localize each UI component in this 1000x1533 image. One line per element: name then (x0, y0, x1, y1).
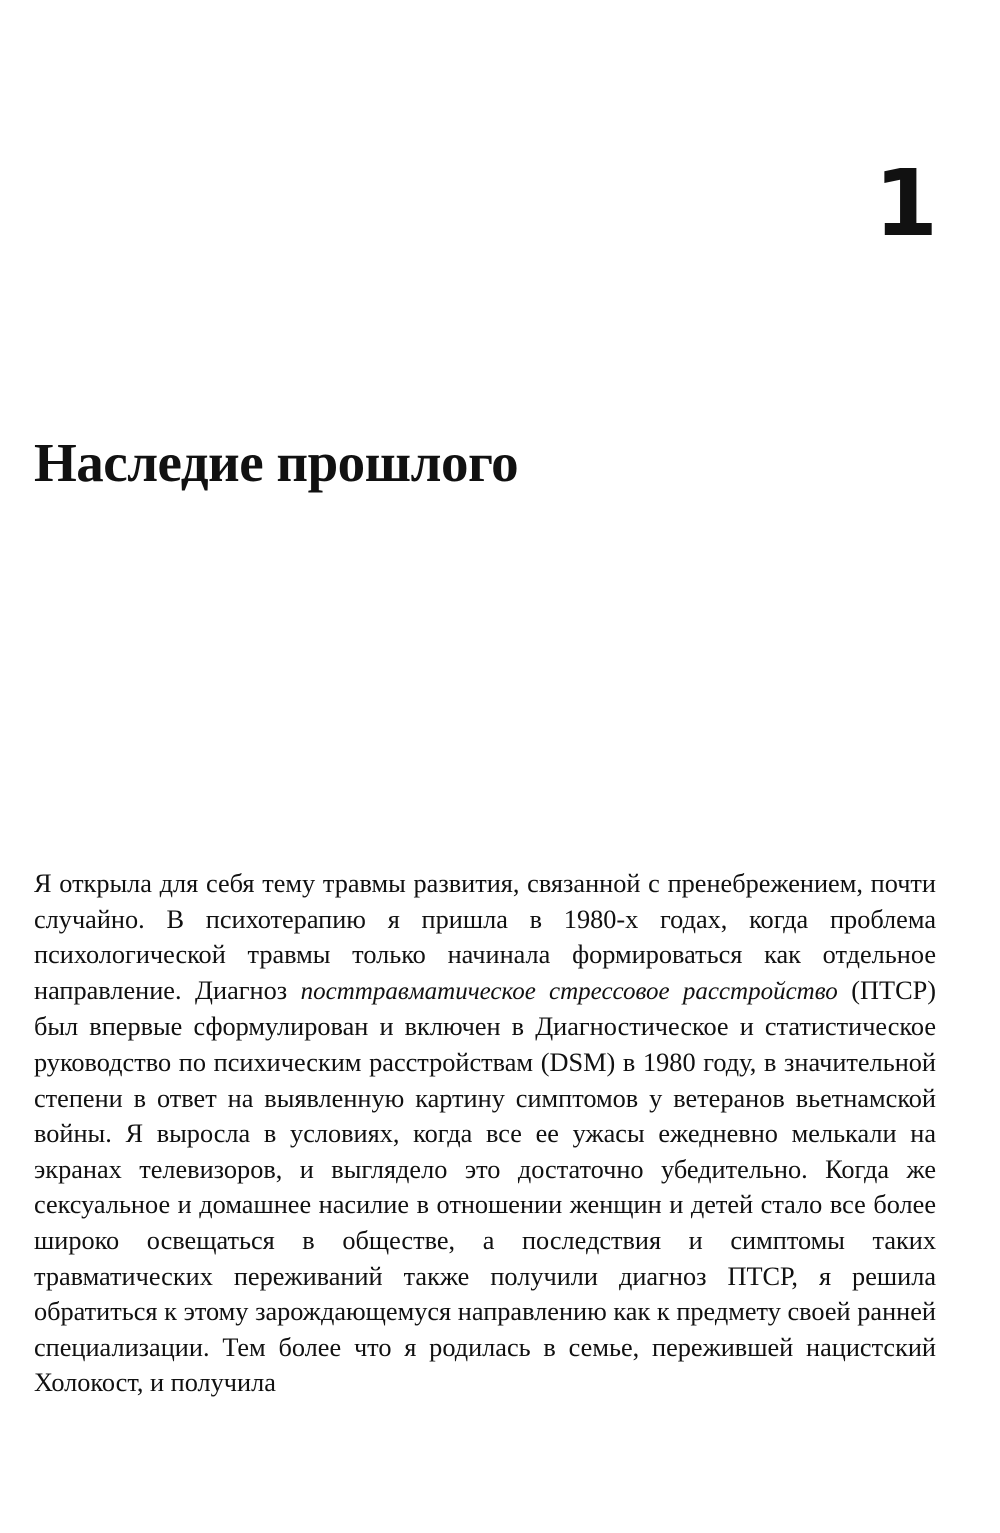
body-paragraph (34, 866, 936, 1401)
paragraph-text-part-2: (ПТСР) был впервые сформулирован и включен в Диагностическое и статистическое руководство по психическим расстройствам (DSM) в 1980 году, в значительной степени в ответ на выявленную картину симптомов у ветеранов вьетнамской войны. Я выросла в условиях, когда все ее ужасы ежедневно мелькали на экранах телевизоров, и выглядело это достаточно убедительно. Когда же сексуальное и домашнее насилие в отношении женщин и детей стало все более широко освещаться в обществе, а последствия и симптомы таких травматических переживаний также получили диагноз ПТСР, я решила обратиться к этому зарождающемуся направлению как к предмету своей ранней специализации. Тем более что я родилась в семье, пережившей нацистский Холокост, и получила (34, 975, 936, 1398)
paragraph-text-part-1: Я открыла для себя тему травмы развития, связанной с пренебрежением, почти случайно. В психотерапию я пришла в 1980-х годах, когда проблема психологической травмы только начинала формироваться как отдельное направление. Диагноз (34, 869, 936, 1005)
italic-term: посттравматическое стрессовое расстройство (300, 977, 838, 1005)
chapter-number: 1 (873, 150, 938, 257)
chapter-title: Наследие прошлого (34, 432, 519, 493)
